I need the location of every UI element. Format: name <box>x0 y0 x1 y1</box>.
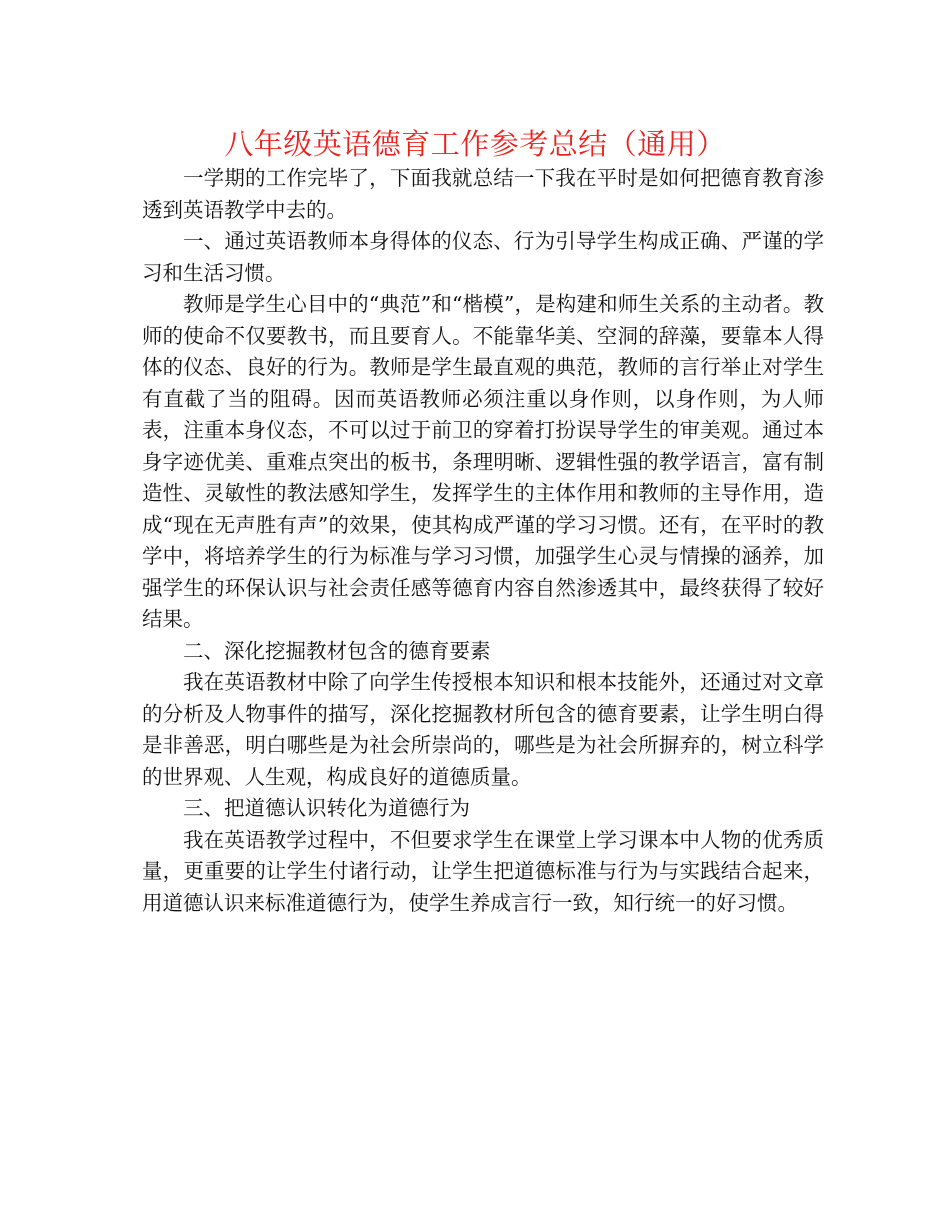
paragraph-section-3: 我在英语教学过程中，不但要求学生在课堂上学习课本中人物的优秀质量，更重要的让学生付诸行动，让学生把道德标准与行为与实践结合起来，用道德认识来标准道德行为，使学生养成言行一致，知行统一的好习惯。 <box>142 827 824 915</box>
paragraph-section-2: 我在英语教材中除了向学生传授根本知识和根本技能外，还通过对文章的分析及人物事件的描写，深化挖掘教材所包含的德育要素，让学生明白得是非善恶，明白哪些是为社会所崇尚的，哪些是为社会所摒弃的，树立科学的世界观、人生观，构成良好的道德质量。 <box>142 670 824 789</box>
paragraph-intro: 一学期的工作完毕了，下面我就总结一下我在平时是如何把德育教育渗透到英语教学中去的。 <box>142 166 824 222</box>
paragraph-heading-1: 一、通过英语教师本身得体的仪态、行为引导学生构成正确、严谨的学习和生活习惯。 <box>142 229 824 285</box>
paragraph-heading-3: 三、把道德认识转化为道德行为 <box>183 796 470 820</box>
paragraph-heading-2: 二、深化挖掘教材包含的德育要素 <box>183 638 491 663</box>
document-title: 八年级英语德育工作参考总结（通用） <box>224 127 726 161</box>
paragraph-section-1: 教师是学生心目中的“典范”和“楷模”，是构建和师生关系的主动者。教师的使命不仅要教书，而且要育人。不能靠华美、空洞的辞藻，要靠本人得体的仪态、良好的行为。教师是学生最直观的典范，教师的言行举止对学生有直截了当的阻碍。因而英语教师必须注重以身作则，以身作则，为人师表，注重本身仪态，不可以过于前卫的穿着打扮误导学生的审美观。通过本身字迹优美、重难点突出的板书，条理明晰、逻辑性强的教学语言，富有制造性、灵敏性的教法感知学生，发挥学生的主体作用和教师的主导作用，造成“现在无声胜有声”的效果，使其构成严谨的学习习惯。还有，在平时的教学中，将培养学生的行为标准与学习习惯，加强学生心灵与情操的涵养，加强学生的环保认识与社会责任感等德育内容自然渗透其中，最终获得了较好结果。 <box>142 292 824 631</box>
document-body <box>142 163 824 919</box>
